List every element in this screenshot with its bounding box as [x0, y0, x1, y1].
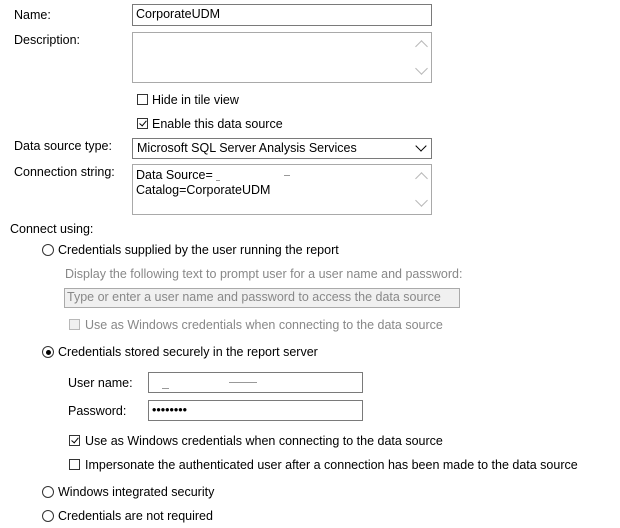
description-scrollbar[interactable]: [415, 35, 429, 80]
impersonate-user-label: Impersonate the authenticated user after a connection has been made to the data source: [85, 458, 578, 472]
data-source-type-label: Data source type:: [14, 139, 112, 153]
credentials-not-required-label: Credentials are not required: [58, 509, 213, 523]
name-input[interactable]: CorporateUDM: [132, 4, 432, 26]
credentials-user-supplied-radio[interactable]: [42, 244, 54, 256]
connection-string-textarea[interactable]: [132, 164, 432, 215]
description-textarea[interactable]: [132, 32, 432, 83]
enable-data-source-checkbox[interactable]: [137, 118, 148, 129]
chevron-down-icon: [415, 140, 426, 151]
connection-string-line-1: Data Source=: [136, 168, 428, 183]
prompt-text-label: Display the following text to prompt user for a user name and password:: [65, 267, 463, 281]
prompt-windows-credentials-checkbox[interactable]: [69, 319, 80, 330]
description-label: Description:: [14, 33, 80, 47]
scroll-down-icon[interactable]: [415, 62, 428, 75]
credentials-user-supplied-label: Credentials supplied by the user running the report: [58, 243, 339, 257]
enable-data-source-label: Enable this data source: [152, 117, 283, 131]
windows-integrated-security-radio[interactable]: [42, 486, 54, 498]
impersonate-user-checkbox[interactable]: [69, 459, 80, 470]
credentials-not-required-radio[interactable]: [42, 510, 54, 522]
username-label: User name:: [68, 376, 133, 390]
connection-string-line-2: Catalog=CorporateUDM: [136, 183, 271, 197]
connect-using-heading: Connect using:: [10, 222, 94, 236]
connection-string-scrollbar[interactable]: [415, 167, 429, 212]
hide-in-tile-view-checkbox[interactable]: [137, 94, 148, 105]
name-label: Name:: [14, 8, 51, 22]
prompt-text-input[interactable]: Type or enter a user name and password to access the data source: [64, 288, 460, 308]
data-source-type-value: Microsoft SQL Server Analysis Services: [137, 141, 357, 155]
prompt-windows-credentials-label: Use as Windows credentials when connecting to the data source: [85, 318, 443, 332]
scroll-up-icon[interactable]: [415, 172, 428, 185]
credentials-stored-label: Credentials stored securely in the report server: [58, 345, 318, 359]
password-input[interactable]: ••••••••: [148, 400, 363, 421]
username-input[interactable]: [148, 372, 363, 393]
scroll-up-icon[interactable]: [415, 40, 428, 53]
scroll-down-icon[interactable]: [415, 194, 428, 207]
password-label: Password:: [68, 404, 127, 418]
windows-integrated-security-label: Windows integrated security: [58, 485, 215, 499]
stored-windows-credentials-label: Use as Windows credentials when connecting to the data source: [85, 434, 443, 448]
stored-windows-credentials-checkbox[interactable]: [69, 435, 80, 446]
hide-in-tile-view-label: Hide in tile view: [152, 93, 239, 107]
data-source-type-select[interactable]: [132, 138, 432, 159]
credentials-stored-radio[interactable]: [42, 346, 54, 358]
connection-string-label: Connection string:: [14, 165, 115, 179]
